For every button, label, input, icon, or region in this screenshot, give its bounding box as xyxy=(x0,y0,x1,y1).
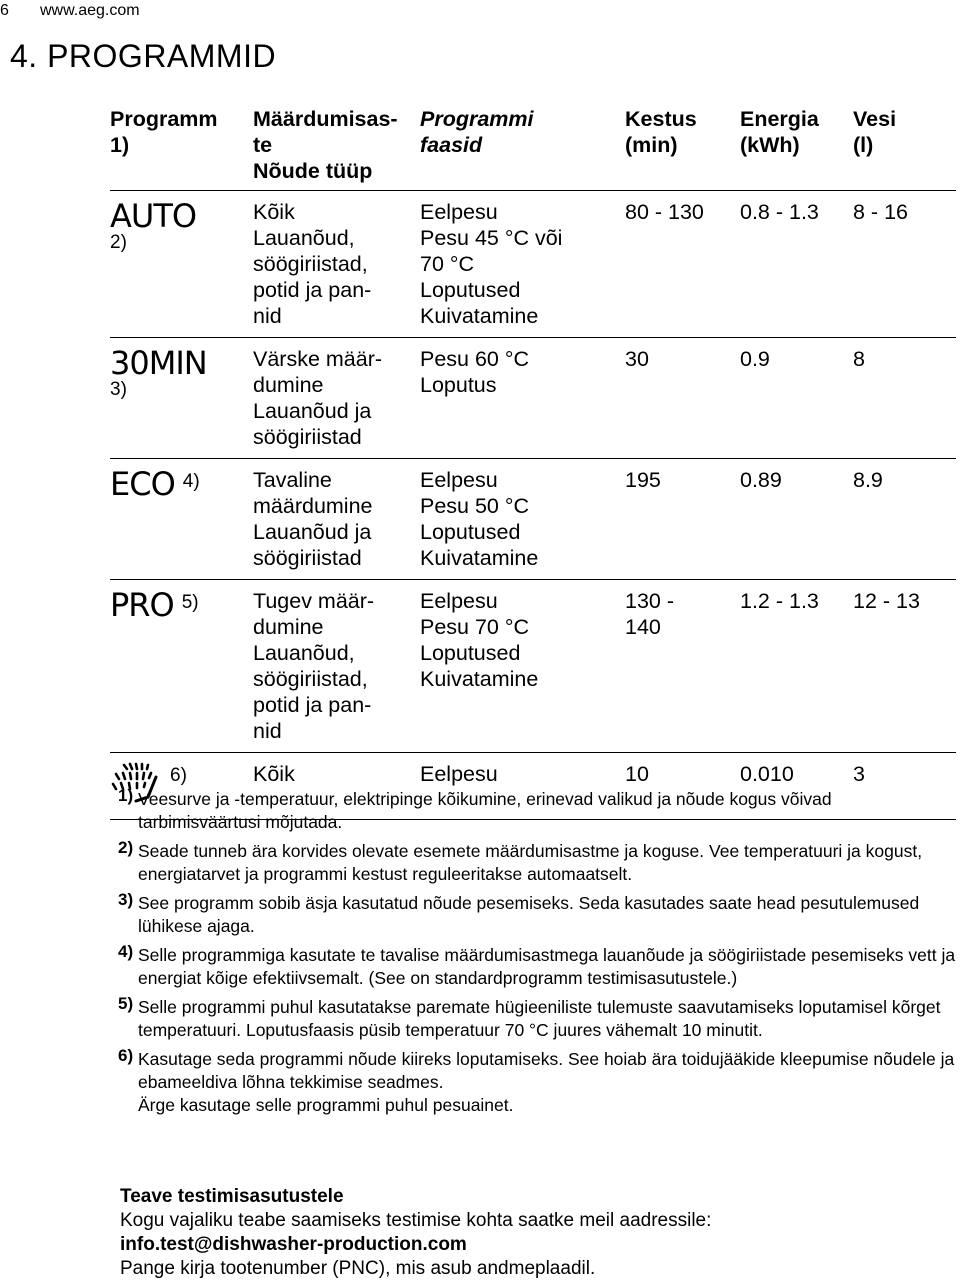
footnote: 2) Seade tunneb ära korvides olevate esemete määrdumisastme ja koguse. Vee temperatuuri ja kogust, energiatarvet ja programmi kestust reguleeritakse automaatselt. xyxy=(118,838,923,884)
col-header-duration: Kestus (min) xyxy=(625,107,697,157)
phases-cell: Eelpesu Pesu 50 °C Loputused Kuivatamine xyxy=(420,459,625,580)
water-cell: 12 - 13 xyxy=(853,580,956,753)
table-row xyxy=(110,459,956,580)
footnote: 4) Selle programmiga kasutate te tavalise määrdumisastmega lauanõude ja söögiriistade pesemiseks vett ja energiat kõige efektiivsemalt. (See on standardprogramm testimisasutustele.) xyxy=(118,942,956,988)
water-cell: 3 xyxy=(853,753,956,820)
energy-cell: 0.8 - 1.3 xyxy=(740,191,853,338)
col-header-phases: Programmi faasid xyxy=(420,107,534,157)
water-cell: 8.9 xyxy=(853,459,956,580)
testing-info xyxy=(120,1185,711,1281)
eco-program-symbol: ECO xyxy=(110,465,175,503)
soil-cell: Kõik Lauanõud, söögiriistad, potid ja pan- nid xyxy=(253,191,420,338)
col-header-programm: Programm 1) xyxy=(110,107,218,157)
energy-cell: 0.89 xyxy=(740,459,853,580)
water-cell: 8 - 16 xyxy=(853,191,956,338)
program-cell: ECO 4) xyxy=(110,459,253,580)
soil-cell: Kõik xyxy=(253,753,420,820)
testing-info-text: Kogu vajaliku teabe saamiseks testimise kohta saatke meil aadressile: xyxy=(120,1210,712,1231)
col-header-water: Vesi (l) xyxy=(853,107,897,157)
testing-info-note: Pange kirja tootenumber (PNC), mis asub andmeplaadil. xyxy=(120,1258,596,1279)
table-header-row xyxy=(110,100,956,191)
program-cell: AUTO 2) xyxy=(110,191,253,338)
testing-email-link[interactable]: info.test@dishwasher-production.com xyxy=(120,1234,467,1255)
phases-cell: Pesu 60 °C Loputus xyxy=(420,338,625,459)
phases-cell: Eelpesu Pesu 45 °C või 70 °C Loputused Kuivatamine xyxy=(420,191,625,338)
table-row xyxy=(110,191,956,338)
duration-cell: 130 - 140 xyxy=(625,580,740,753)
energy-cell: 1.2 - 1.3 xyxy=(740,580,853,753)
footnote: 5) Selle programmi puhul kasutatakse paremate hügieeniliste tulemuste saavutamiseks loputamisel kõrget temperatuuri. Loputusfaasis püsib temperatuur 70 °C juures vähemalt 10 minutit. xyxy=(118,994,941,1040)
water-cell: 8 xyxy=(853,338,956,459)
30min-program-symbol: 30MIN xyxy=(110,344,207,382)
program-cell: 30MIN 3) xyxy=(110,338,253,459)
section-title: 4. PROGRAMMID xyxy=(10,38,277,74)
page-number: 6 xyxy=(0,2,9,19)
soil-cell: Värske määr- dumine Lauanõud ja söögiriistad xyxy=(253,338,420,459)
footnote: 6) Kasutage seda programmi nõude kiireks loputamiseks. See hoiab ära toidujääkide kleepumise nõudele ja ebameeldiva lõhna tekkimise seadmes. Ärge kasutage selle programmi puhul pesuainet. xyxy=(118,1046,955,1115)
col-header-soil: Määrdumisas- te Nõude tüüp xyxy=(253,107,398,183)
soil-cell: Tavaline määrdumine Lauanõud ja söögiriistad xyxy=(253,459,420,580)
website-url[interactable]: www.aeg.com xyxy=(40,2,140,19)
phases-cell: Eelpesu Pesu 70 °C Loputused Kuivatamine xyxy=(420,580,625,753)
pro-program-symbol: PRO xyxy=(110,586,174,624)
table-row xyxy=(110,580,956,753)
programs-table xyxy=(110,100,956,820)
program-cell: 6) xyxy=(110,753,253,820)
duration-cell: 30 xyxy=(625,338,740,459)
program-cell: PRO 5) xyxy=(110,580,253,753)
table-row xyxy=(110,338,956,459)
footnotes xyxy=(118,788,958,1123)
duration-cell: 10 xyxy=(625,753,740,820)
energy-cell: 0.010 xyxy=(740,753,853,820)
energy-cell: 0.9 xyxy=(740,338,853,459)
soil-cell: Tugev määr- dumine Lauanõud, söögiriistad, potid ja pan- nid xyxy=(253,580,420,753)
footnote: 1) Veesurve ja -temperatuur, elektripinge kõikumine, erinevad valikud ja nõude kogus võivad tarbimisväärtusi mõjutada. xyxy=(118,786,832,832)
duration-cell: 195 xyxy=(625,459,740,580)
duration-cell: 80 - 130 xyxy=(625,191,740,338)
testing-info-title: Teave testimisasutustele xyxy=(120,1186,344,1207)
col-header-energy: Energia (kWh) xyxy=(740,107,819,157)
phases-cell: Eelpesu xyxy=(420,753,625,820)
auto-program-symbol: AUTO xyxy=(110,197,197,235)
footnote: 3) See programm sobib äsja kasutatud nõude pesemiseks. Seda kasutades saate head pesutulemused lühikese ajaga. xyxy=(118,890,920,936)
